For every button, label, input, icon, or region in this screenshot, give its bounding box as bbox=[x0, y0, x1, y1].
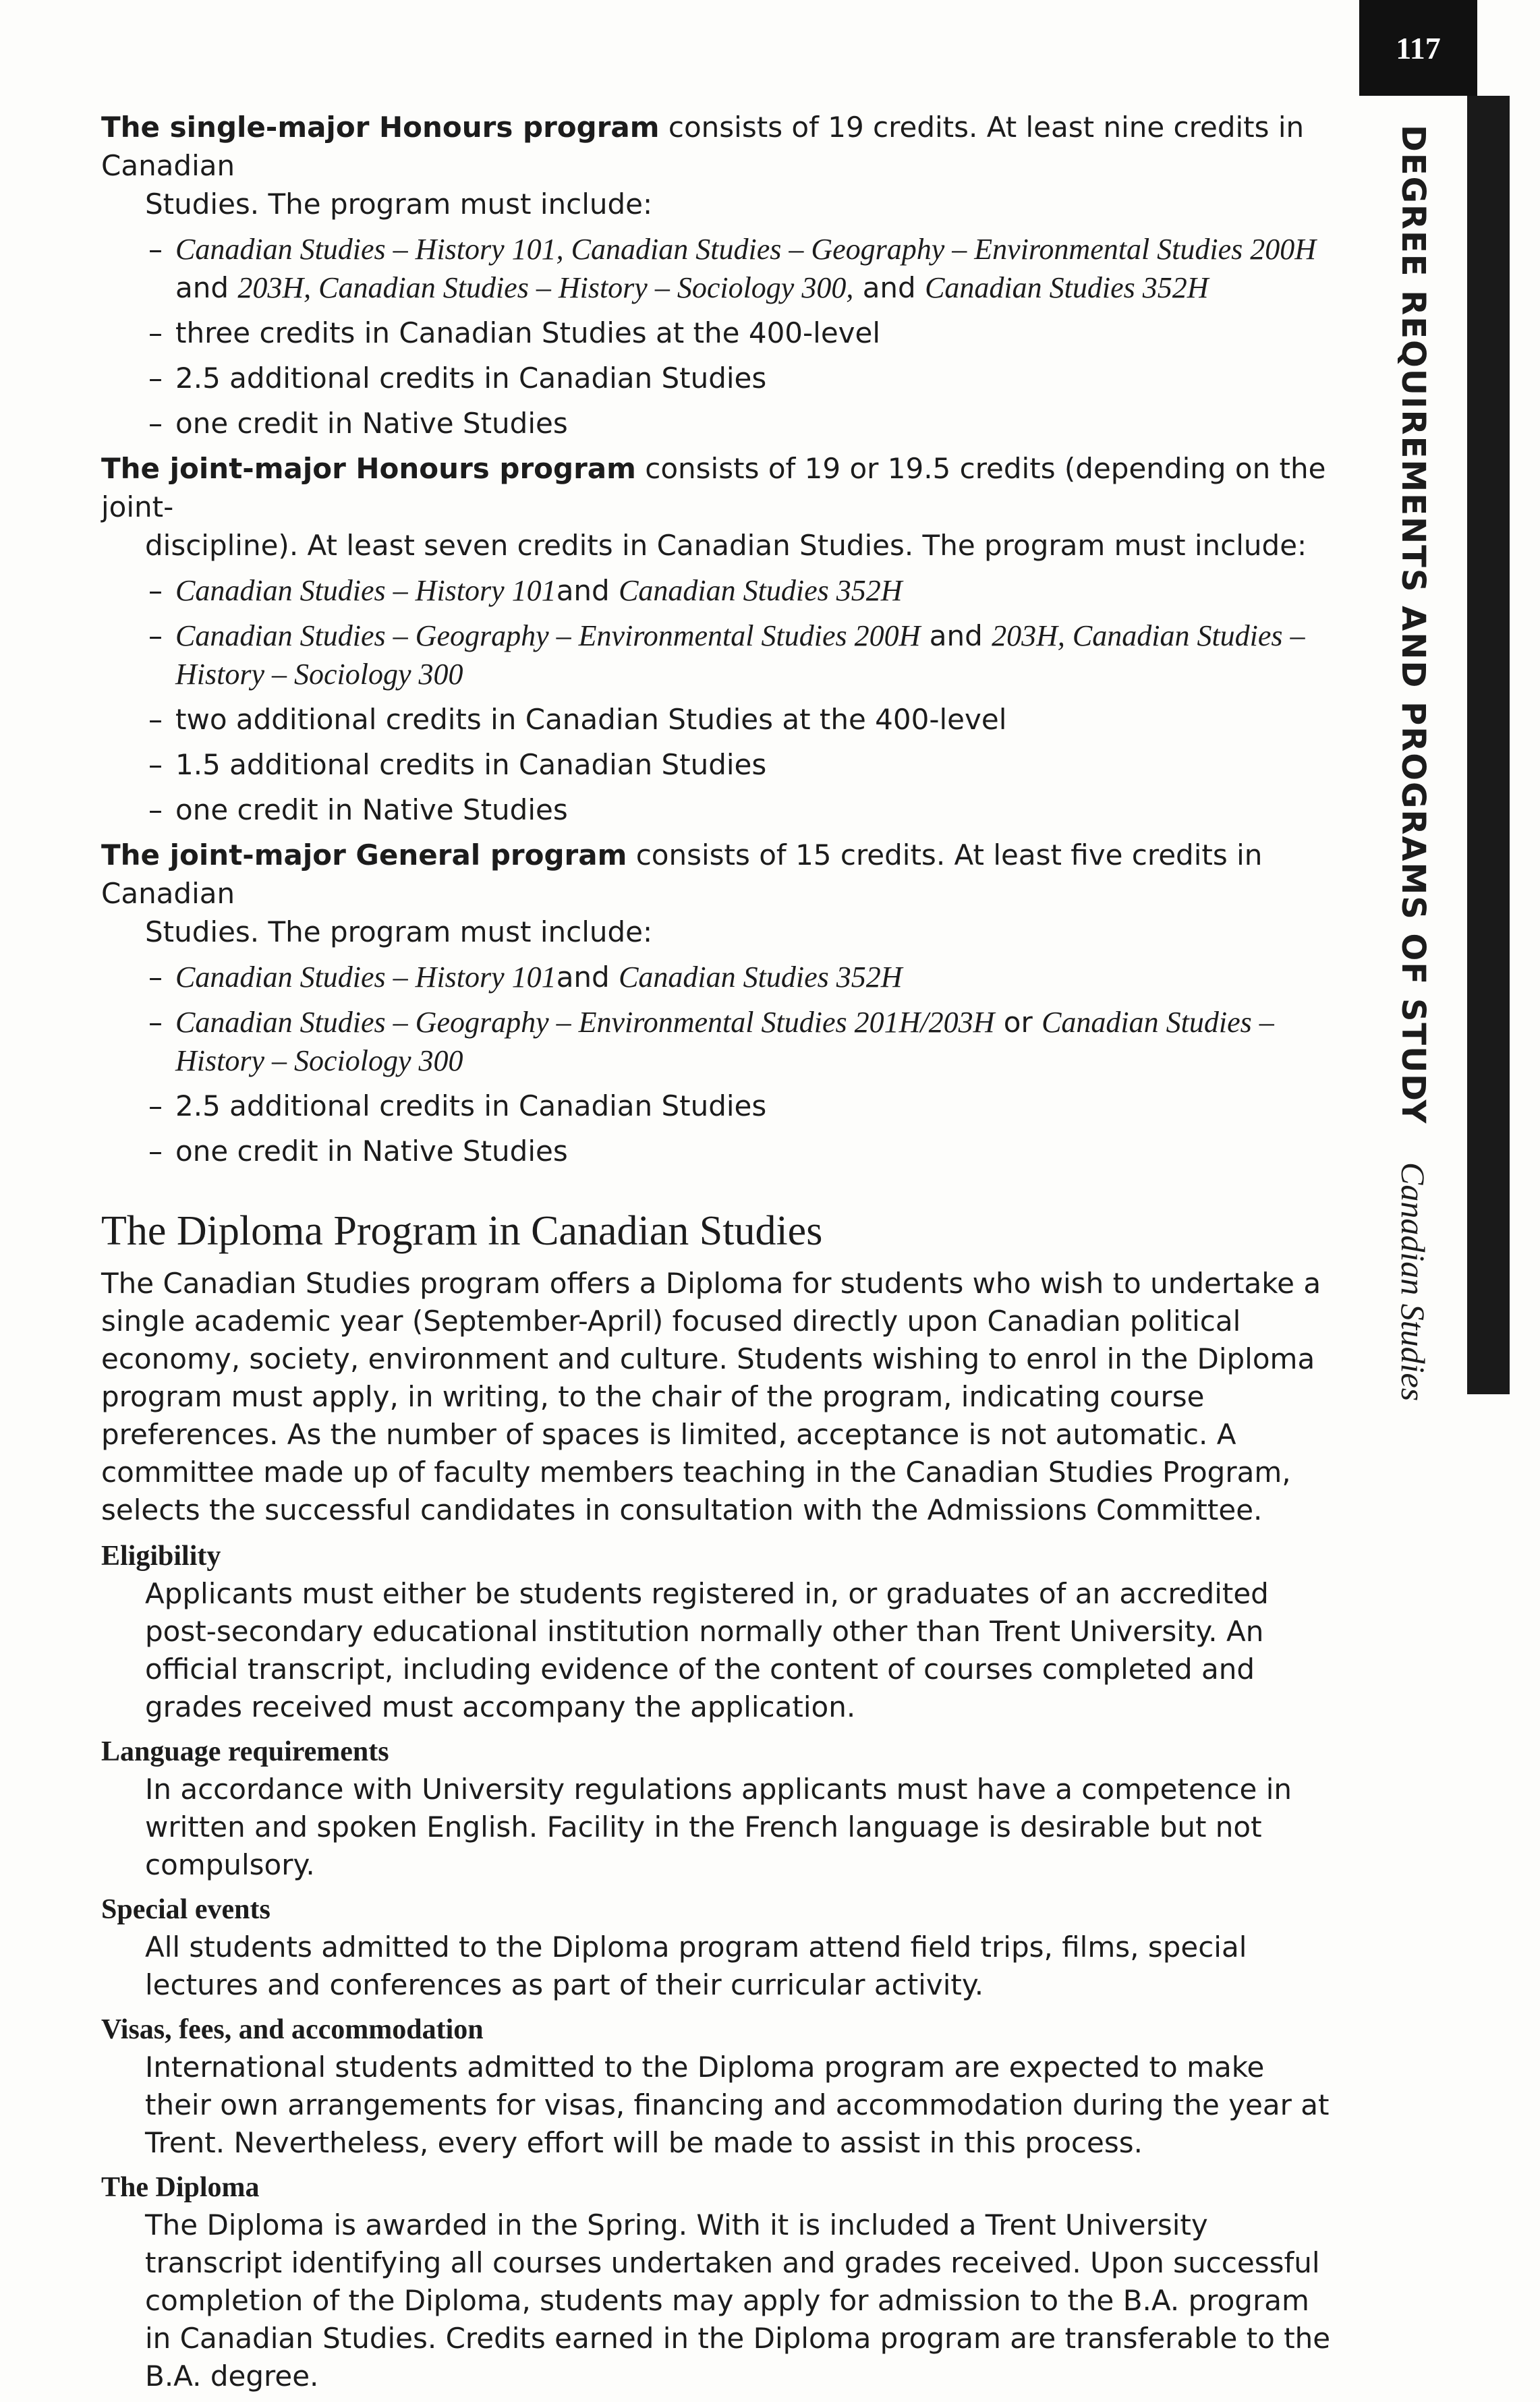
dash-bullet-icon: – bbox=[148, 793, 163, 826]
requirement-text: one credit in Native Studies bbox=[175, 1135, 568, 1168]
diploma-intro: The Canadian Studies program offers a Diploma for students who wish to undertake a single academic year (September-April) focused directly upon Canadian political economy, society, environment and culture. Students wishing to enrol in the Diploma program must apply, in writing, to the chair of the program, indicating course preferences. As the number of spaces is limited, acceptance is not automatic. A committee made up of faculty members teaching in the Canadian Studies Program, selects the successful candidates in consultation with the Admissions Committee. bbox=[101, 1267, 1321, 1526]
dash-bullet-icon: – bbox=[148, 1089, 163, 1122]
requirement-item bbox=[101, 404, 1336, 442]
dash-bullet-icon: – bbox=[148, 961, 163, 994]
program-intro-continued: discipline). At least seven credits in Canadian Studies. The program must include: bbox=[145, 529, 1307, 562]
requirement-item bbox=[101, 1132, 1336, 1170]
requirement-text: 2.5 additional credits in Canadian Studies bbox=[175, 1089, 767, 1122]
requirement-text: and bbox=[556, 961, 619, 994]
requirement-item bbox=[101, 791, 1336, 829]
dash-bullet-icon: – bbox=[148, 703, 163, 736]
dash-bullet-icon: – bbox=[148, 362, 163, 395]
course-name: Canadian Studies – History 101, Canadian Studies – Geography – Environmental Studies 200H bbox=[175, 233, 1317, 266]
requirement-text: or bbox=[994, 1006, 1042, 1039]
requirement-item bbox=[101, 1087, 1336, 1125]
requirement-text: and bbox=[920, 619, 992, 652]
section-title: Visas, fees, and accommodation bbox=[101, 2014, 484, 2045]
program-intro-continued: Studies. The program must include: bbox=[145, 915, 653, 948]
side-heading-block bbox=[1359, 125, 1467, 1401]
course-name: 203H, Canadian Studies – History – Sociology 300 bbox=[175, 619, 1305, 691]
dash-bullet-icon: – bbox=[148, 407, 163, 440]
requirement-item bbox=[101, 359, 1336, 397]
section-title: Language requirements bbox=[101, 1736, 389, 1767]
requirement-text: and bbox=[853, 271, 925, 304]
program-intro: consists of 15 credits. At least five credits in Canadian bbox=[101, 838, 1263, 910]
course-name: Canadian Studies – Geography – Environmental Studies 200H bbox=[175, 619, 921, 652]
course-name: Canadian Studies 352H bbox=[619, 574, 903, 607]
dash-bullet-icon: – bbox=[148, 233, 163, 266]
section-body: Applicants must either be students registered in, or graduates of an accredited post-secondary educational institution normally other than Trent University. An official transcript, including evidence of the content of courses completed and grades received must accompany the application. bbox=[145, 1577, 1269, 1723]
course-name: Canadian Studies – History – Sociology 300 bbox=[175, 1006, 1274, 1077]
diploma-sections bbox=[101, 1537, 1336, 2395]
requirement-list bbox=[101, 571, 1336, 829]
requirement-text: two additional credits in Canadian Studies at the 400-level bbox=[175, 703, 1007, 736]
requirement-text: and bbox=[175, 271, 238, 304]
requirement-list bbox=[101, 230, 1336, 442]
requirement-text: one credit in Native Studies bbox=[175, 793, 568, 826]
course-name: Canadian Studies – History 101 bbox=[175, 574, 557, 607]
requirement-text: and bbox=[556, 574, 619, 607]
section-title: The Diploma bbox=[101, 2172, 260, 2203]
program-title: The joint-major Honours program bbox=[101, 452, 636, 485]
requirement-item bbox=[101, 230, 1336, 307]
program-intro-continued: Studies. The program must include: bbox=[145, 188, 653, 221]
program-description bbox=[101, 108, 1336, 223]
requirement-list bbox=[101, 958, 1336, 1170]
requirement-text: one credit in Native Studies bbox=[175, 407, 568, 440]
side-subheading: Canadian Studies bbox=[1394, 1162, 1432, 1401]
requirement-item bbox=[101, 314, 1336, 352]
requirement-item bbox=[101, 958, 1336, 996]
section-body: The Diploma is awarded in the Spring. With it is included a Trent University transcript identifying all courses undertaken and grades received. Upon successful completion of the Diploma, students may apply for admission to the B.A. program in Canadian Studies. Credits earned in the Diploma program are transferable to the B.A. degree. bbox=[145, 2208, 1331, 2393]
requirement-text: three credits in Canadian Studies at the 400-level bbox=[175, 316, 881, 349]
program-intro: consists of 19 credits. At least nine credits in Canadian bbox=[101, 111, 1305, 182]
course-name: 203H, Canadian Studies – History – Sociology 300, bbox=[237, 271, 854, 304]
program-description bbox=[101, 449, 1336, 565]
dash-bullet-icon: – bbox=[148, 574, 163, 607]
dash-bullet-icon: – bbox=[148, 1006, 163, 1039]
program-intro: consists of 19 or 19.5 credits (depending on the joint- bbox=[101, 452, 1326, 523]
dash-bullet-icon: – bbox=[148, 619, 163, 652]
dash-bullet-icon: – bbox=[148, 1135, 163, 1168]
course-name: Canadian Studies – Geography – Environmental Studies 201H/203H bbox=[175, 1006, 995, 1039]
page-number: 117 bbox=[1359, 0, 1477, 96]
dash-bullet-icon: – bbox=[148, 748, 163, 781]
main-content bbox=[101, 108, 1336, 2402]
program-title: The joint-major General program bbox=[101, 838, 627, 871]
requirement-text: 2.5 additional credits in Canadian Studies bbox=[175, 362, 767, 395]
requirement-item bbox=[101, 617, 1336, 693]
course-name: Canadian Studies – History 101 bbox=[175, 961, 557, 994]
program-requirements bbox=[101, 108, 1336, 1170]
section-title: Eligibility bbox=[101, 1541, 221, 1572]
program-description bbox=[101, 836, 1336, 951]
section-body: International students admitted to the Diploma program are expected to make their own arrangements for visas, financing and accommodation during the year at Trent. Nevertheless, every effort will be made to assist in this process. bbox=[145, 2051, 1330, 2159]
requirement-item bbox=[101, 1003, 1336, 1080]
course-name: Canadian Studies 352H bbox=[925, 271, 1209, 304]
diploma-heading: The Diploma Program in Canadian Studies bbox=[101, 1208, 823, 1254]
requirement-text: 1.5 additional credits in Canadian Studies bbox=[175, 748, 767, 781]
requirement-item bbox=[101, 745, 1336, 784]
requirement-item bbox=[101, 700, 1336, 739]
dash-bullet-icon: – bbox=[148, 316, 163, 349]
program-title: The single-major Honours program bbox=[101, 111, 660, 144]
side-tab-bar bbox=[1467, 96, 1510, 1394]
section-title: Special events bbox=[101, 1894, 270, 1925]
section-body: All students admitted to the Diploma program attend field trips, films, special lectures and conferences as part of their curricular activity. bbox=[145, 1931, 1247, 2001]
section-body: In accordance with University regulations applicants must have a competence in written and spoken English. Facility in the French language is desirable but not compulsory. bbox=[145, 1773, 1292, 1881]
requirement-item bbox=[101, 571, 1336, 610]
course-name: Canadian Studies 352H bbox=[619, 961, 903, 994]
side-heading: DEGREE REQUIREMENTS AND PROGRAMS OF STUDY bbox=[1394, 125, 1432, 1125]
